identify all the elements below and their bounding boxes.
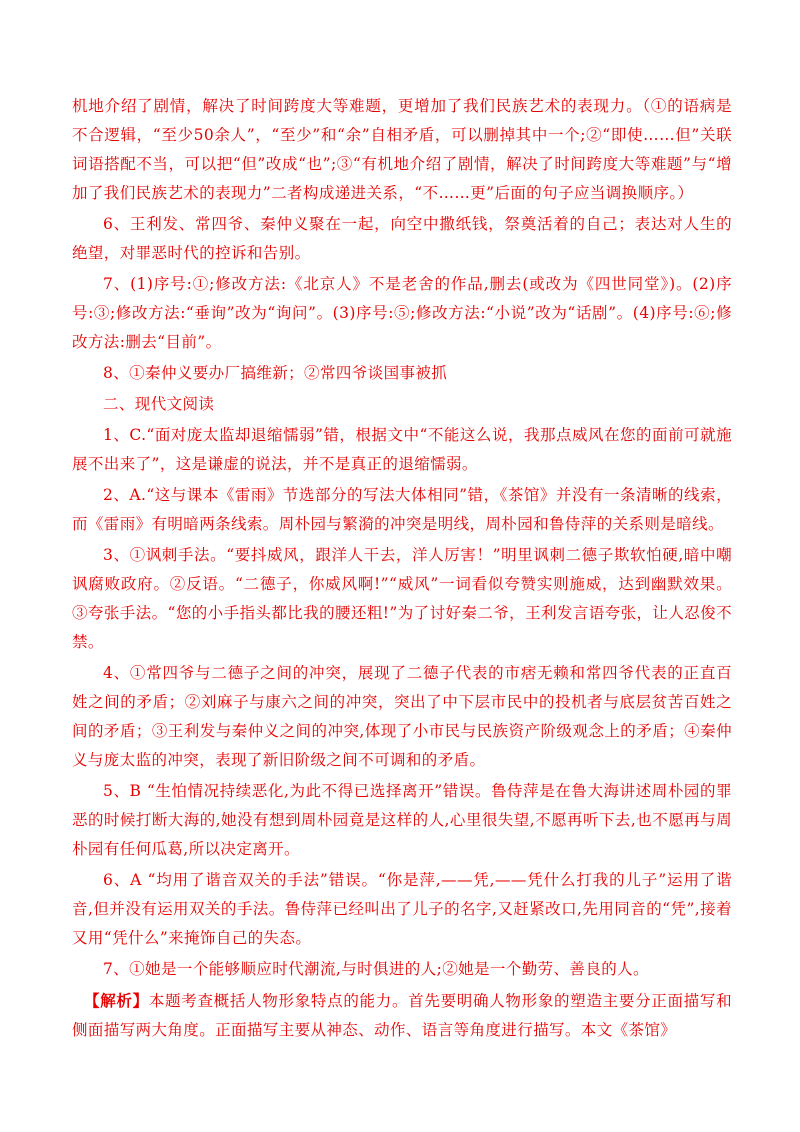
analysis-text: 本题考查概括人物形象特点的能力。首先要明确人物形象的塑造主要分正面描写和侧面描写两大角度。正面描写主要从神态、动作、语言等角度进行描写。本文《茶馆》: [72, 992, 733, 1039]
answer-3-reading: 3、①讽刺手法。“要抖威风，跟洋人干去，洋人厉害！”明里讽刺二德子欺软怕硬,暗中嘲讽腐败政府。②反语。“二德子，你威风啊!”“威风”一词看似夸赞实则施威，达到幽默效果。③夸张手法。“您的小手指头都比我的腰还粗!”为了讨好秦二爷，王利发言语夸张，让人忍俊不禁。: [72, 546, 732, 651]
answer-4-reading: 4、①常四爷与二德子之间的冲突，展现了二德子代表的市痞无赖和常四爷代表的正直百姓之间的矛盾；②刘麻子与康六之间的冲突，突出了中下层市民中的投机者与底层贫苦百姓之间的矛盾；③王利发与秦仲义之间的冲突,体现了小市民与民族资产阶级观念上的矛盾；④秦仲义与庞太监的冲突，表现了新旧阶级之间不可调和的矛盾。: [72, 664, 732, 769]
paragraph-continuation: 机地介绍了剧情，解决了时间跨度大等难题，更增加了我们民族艺术的表现力。（①的语病是不合逻辑，“至少50余人”，“至少”和“余”自相矛盾，可以删掉其中一个;②“即使……但”关联词语搭配不当，可以把“但”改成“也”;③“有机地介绍了剧情，解决了时间跨度大等难题”与“增加了我们民族艺术的表现力”二者构成递进关系，“不……更”后面的句子应当调换顺序。）: [72, 97, 732, 202]
answer-7-reading: 7、①她是一个能够顺应时代潮流,与时俱进的人;②她是一个勤劳、善良的人。: [103, 960, 649, 978]
analysis-tag: 【解析】: [84, 991, 149, 1010]
answer-6-drama: 6、王利发、常四爷、秦仲义聚在一起，向空中撒纸钱，祭奠活着的自己；表达对人生的绝望，对罪恶时代的控诉和告别。: [72, 215, 732, 262]
answer-6-reading: 6、A “均用了谐音双关的手法”错误。“你是萍,——凭,——凭什么打我的儿子”运用了谐音,但并没有运用双关的手法。鲁侍萍已经叫出了儿子的名字,又赶紧改口,先用同音的“凭”,接着又用“凭什么”来掩饰自己的失态。: [72, 871, 732, 947]
answer-content: [72, 92, 732, 1047]
answer-7-corrections: 7、(1)序号:①;修改方法:《北京人》不是老舍的作品,删去(或改为《四世同堂》)。(2)序号:③;修改方法:“垂询”改为“询问”。(3)序号:⑤;修改方法:“小说”改为“话剧”。(4)序号:⑥;修改方法:删去“目前”。: [72, 275, 732, 351]
answer-1-reading: 1、C.“面对庞太监却退缩懦弱”错，根据文中“不能这么说，我那点威风在您的面前可就施展不出来了”，这是谦虚的说法，并不是真正的退缩懦弱。: [72, 426, 732, 473]
answer-2-reading: 2、A.“这与课本《雷雨》节选部分的写法大体相同”错，《茶馆》并没有一条清晰的线索，而《雷雨》有明暗两条线索。周朴园与繁漪的冲突是明线，周朴园和鲁侍萍的关系则是暗线。: [72, 486, 732, 533]
answer-8-events: 8、①秦仲义要办厂搞维新；②常四爷谈国事被抓: [103, 364, 448, 382]
answer-5-reading: 5、B “生怕情况持续恶化,为此不得已选择离开”错误。鲁侍萍是在鲁大海讲述周朴园的罪恶的时候打断大海的,她没有想到周朴园竟是这样的人,心里很失望,不愿再听下去,也不愿再与周朴园有任何瓜葛,所以决定离开。: [72, 782, 732, 858]
section-heading-modern-reading: 二、现代文阅读: [103, 395, 215, 413]
analysis-paragraph: [72, 986, 732, 1045]
